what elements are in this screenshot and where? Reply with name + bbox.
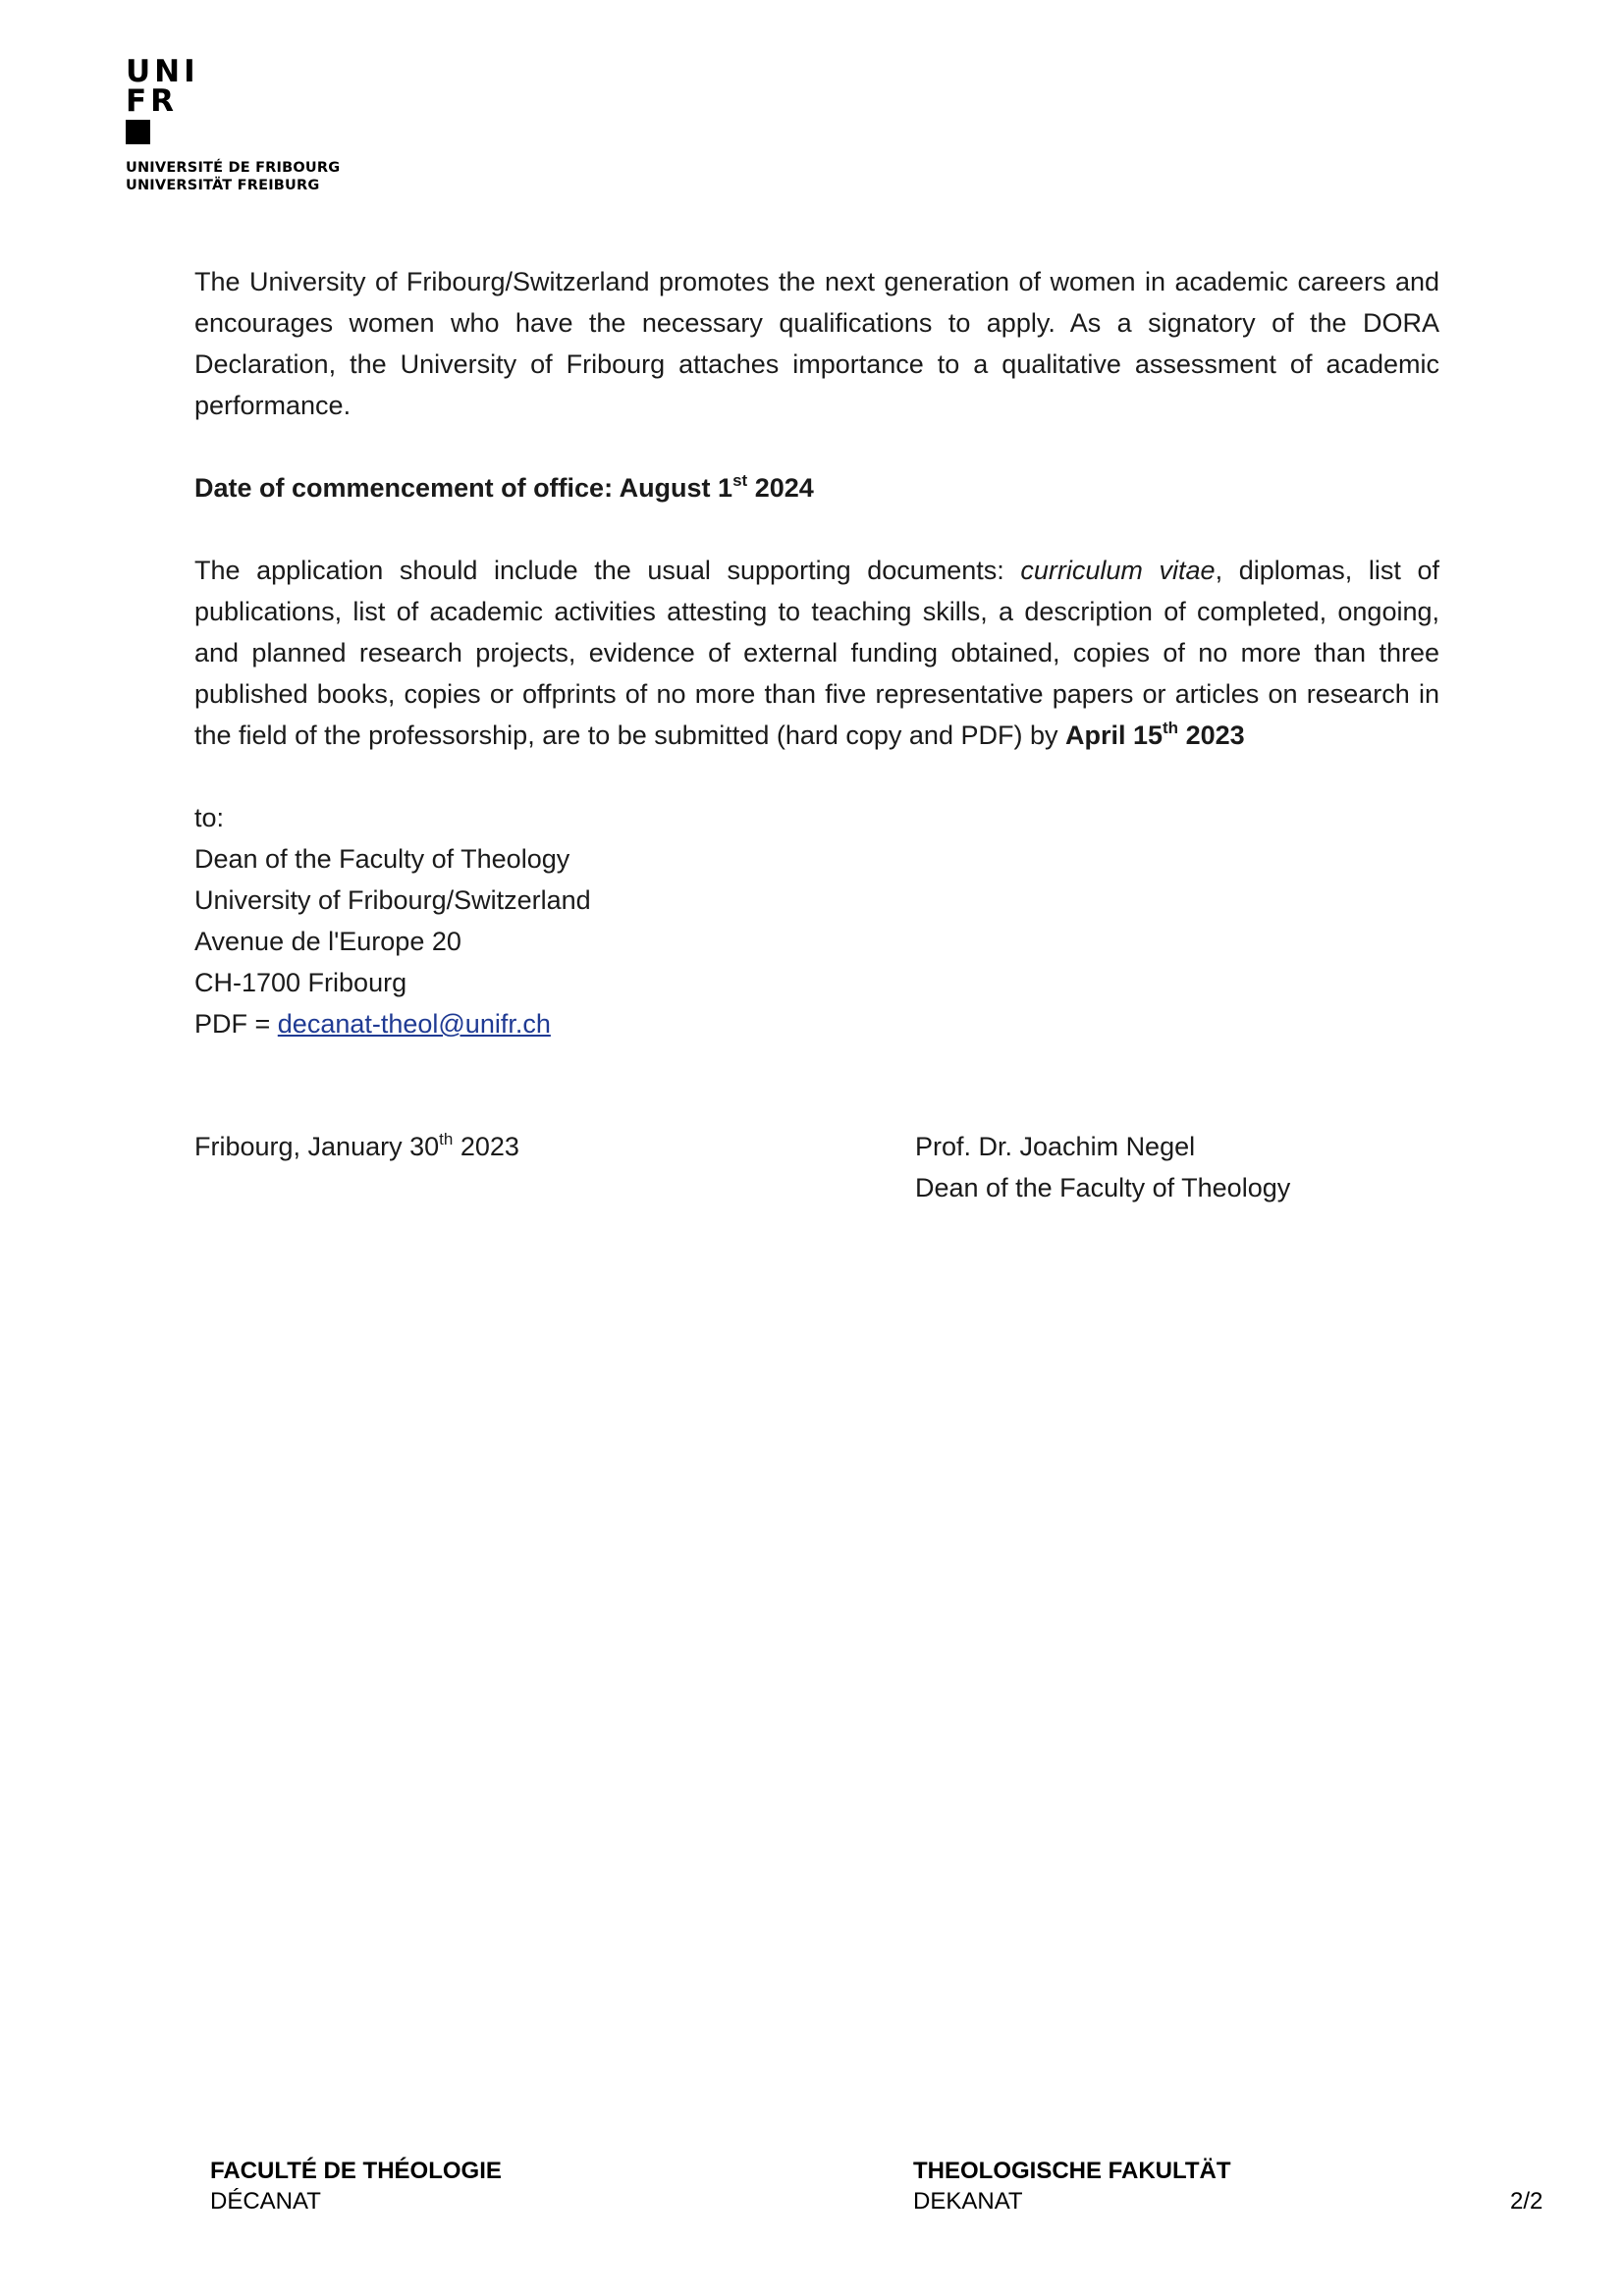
spacer	[194, 756, 1439, 797]
footer-right-head: THEOLOGISCHE FAKULTÄT	[913, 2158, 1231, 2184]
deadline-sup: th	[1163, 719, 1179, 737]
address-pdf	[194, 1003, 1439, 1044]
footer-right	[913, 2156, 1231, 2216]
application-text-b: , diplomas, list of publications, list of academic activities attesting to teaching skills, a description of completed, ongoing, and planned research projects, evidence of external funding obtained, copies of no more than three published books, copies or offprints of no more than five representative papers or articles on research in the field of the professorship, are to be submitted (hard copy and PDF) by	[194, 556, 1439, 750]
university-logo	[126, 54, 381, 194]
application-paragraph	[194, 550, 1439, 756]
signatory-title: Dean of the Faculty of Theology	[915, 1173, 1291, 1202]
application-text-a: The application should include the usual supporting documents:	[194, 556, 1021, 585]
pdf-label: PDF =	[194, 1009, 278, 1039]
address-line-3: Avenue de l'Europe 20	[194, 927, 461, 956]
address-line-2: University of Fribourg/Switzerland	[194, 885, 591, 915]
logo-square-icon	[126, 120, 150, 144]
deadline-label: April 15	[1064, 721, 1164, 750]
email-link[interactable]: decanat-theol@unifr.ch	[277, 1009, 551, 1039]
footer-left-head: FACULTÉ DE THÉOLOGIE	[210, 2158, 502, 2184]
logo-line-fr: FR	[126, 83, 179, 119]
deadline-year: 2023	[1178, 721, 1245, 750]
commencement-sup: st	[732, 471, 748, 490]
signatory-block	[915, 1126, 1290, 1208]
logo-mark	[126, 54, 381, 144]
address-line-1: Dean of the Faculty of Theology	[194, 844, 570, 874]
deadline	[1065, 721, 1245, 750]
commencement-year: 2024	[747, 473, 814, 503]
footer-left-sub: DÉCANAT	[210, 2188, 321, 2215]
logo-line-uni: UNI	[126, 54, 199, 89]
address-to: to:	[194, 803, 225, 832]
footer-left	[210, 2156, 502, 2216]
footer-right-sub: DEKANAT	[913, 2188, 1023, 2215]
place-date	[194, 1126, 519, 1167]
spacer	[194, 426, 1439, 467]
place-date-year: 2023	[453, 1132, 519, 1161]
address-block	[194, 797, 1439, 1044]
commencement-date	[194, 467, 1439, 508]
logo-name-de: UNIVERSITÄT FREIBURG	[126, 178, 320, 193]
address-line-4: CH-1700 Fribourg	[194, 968, 407, 997]
commencement-label: Date of commencement of office: August 1	[194, 473, 733, 503]
spacer	[194, 508, 1439, 550]
application-italic: curriculum vitae	[1020, 556, 1216, 585]
intro-paragraph: The University of Fribourg/Switzerland promotes the next generation of women in academic careers and encourages women who have the necessary qualifications to apply. As a signatory of the DORA Declaration, the University of Fribourg attaches importance to a qualitative assessment of academic performance.	[194, 267, 1439, 420]
letter-body	[194, 261, 1439, 1044]
logo-wordmark	[126, 159, 381, 194]
signatory-name: Prof. Dr. Joachim Negel	[915, 1132, 1196, 1161]
place-date-sup: th	[439, 1130, 454, 1148]
logo-name-fr: UNIVERSITÉ DE FRIBOURG	[126, 160, 341, 176]
page-number: 2/2	[1510, 2188, 1543, 2215]
place-date-label: Fribourg, January 30	[194, 1132, 440, 1161]
